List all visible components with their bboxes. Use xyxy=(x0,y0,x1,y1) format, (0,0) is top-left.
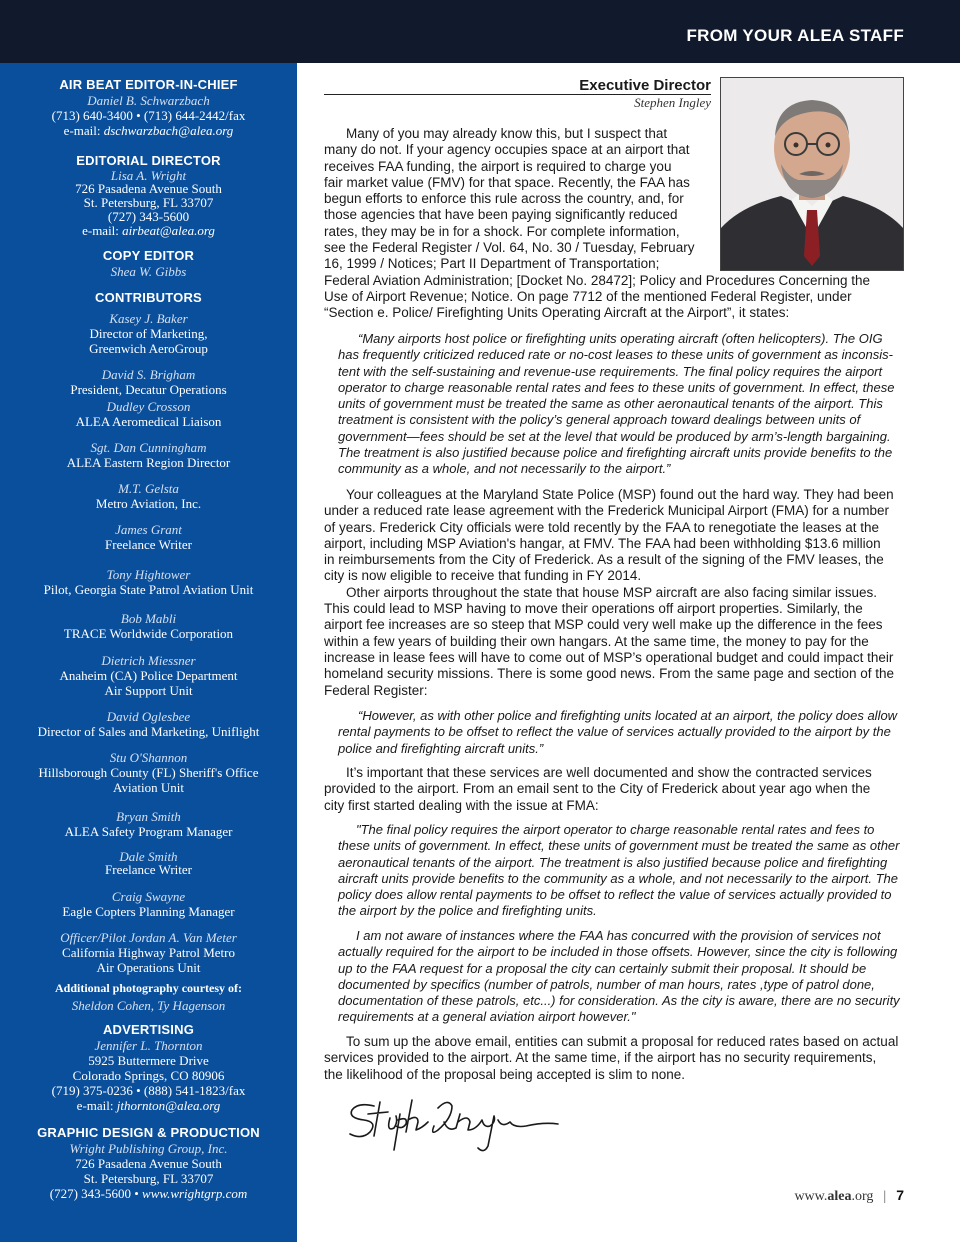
editorial-email[interactable]: airbeat@alea.org xyxy=(122,223,215,238)
quote-line: aeronautical tenants of the airport. The treatment is also justified because police and firefighting xyxy=(338,854,888,870)
contributor-role: TRACE Worldwide Corporation xyxy=(63,626,234,641)
quote-line: these units of government. In effect, these units of government must be treated the same as other xyxy=(338,838,900,854)
quote-line: documentation of these patrols, etc...) for consideration. As the city is aware, there are no security xyxy=(338,993,900,1009)
text-line: receives FAA funding, the airport is required to charge you xyxy=(324,158,672,174)
contributor-name: Stu O'Shannon xyxy=(109,750,188,765)
contributor-role: Freelance Writer xyxy=(105,862,192,877)
contributor-role: Eagle Copters Planning Manager xyxy=(62,904,235,919)
contributor-item xyxy=(0,809,297,839)
text-line: under a reduced rate lease agreement with the Frederick Municipal Airport (FMA) for a number xyxy=(324,503,890,519)
quote-3 xyxy=(338,822,904,920)
photo-credit-heading: Additional photography courtesy of: xyxy=(54,981,242,995)
contributor-item xyxy=(0,851,297,876)
quote-line: "The final policy requires the airport operator to charge reasonable rental rates and fees to xyxy=(356,822,875,837)
quote-line: requirements at a general aviation airport however." xyxy=(338,1009,636,1025)
quote-line: police and firefighting aircraft units.” xyxy=(338,740,544,756)
paragraph-4 xyxy=(324,1034,904,1083)
text-line: This could lead to MSP having to move their operations off airport properties. Similarly, the xyxy=(324,601,863,617)
quote-line: I am not aware of instances where the FAA has concurred with the provision of services not xyxy=(356,928,881,943)
top-banner xyxy=(0,0,960,63)
contributor-role: Air Operations Unit xyxy=(96,960,201,975)
contributor-name: Bryan Smith xyxy=(116,809,181,824)
quote-line: The treatment is also justified because police and firefighting aircraft units provide benefits to the xyxy=(338,445,893,461)
quote-line: tent with the self-sustaining and revenue-use requirements. The final policy requires the airport xyxy=(338,363,883,379)
editorial-name: Lisa A. Wright xyxy=(110,168,187,183)
editor-phone: (713) 640-3400 • (713) 644-2442/fax xyxy=(51,108,246,123)
design-block xyxy=(0,1125,297,1201)
contributor-name: Sgt. Dan Cunningham xyxy=(90,440,207,455)
quote-line: community as a whole, and not necessarily to the airport.” xyxy=(338,461,671,477)
email-label: e-mail: xyxy=(63,123,104,138)
photo-credit-names: Sheldon Cohen, Ty Hagenson xyxy=(71,998,226,1013)
site-suffix: .org xyxy=(851,1189,874,1204)
editorial-email-line xyxy=(0,224,297,238)
advertising-address1: 5925 Buttermere Drive xyxy=(88,1053,209,1068)
site-domain[interactable]: alea xyxy=(827,1189,852,1204)
text-line: city is now eligible to receive that funding in FY 2014. xyxy=(324,568,642,584)
text-line: rates, they may be in for a shock. For complete information, xyxy=(324,223,680,239)
contributor-item xyxy=(0,399,297,429)
footer-separator: | xyxy=(883,1189,887,1204)
advertising-phone: (719) 375-0236 • (888) 541-1823/fax xyxy=(51,1083,246,1098)
text-line: of years. Frederick City officials were told recently by the FAA to renegotiate the leases at the xyxy=(324,519,880,535)
text-line: It’s important that these services are well documented and show the contracted services xyxy=(346,765,872,780)
quote-line: units of government must be treated the same as other aeronautical tenants of the airport. This xyxy=(338,396,883,412)
contributor-item xyxy=(0,440,297,470)
contributor-role: Pilot, Georgia State Patrol Aviation Unit xyxy=(43,582,254,597)
contributor-role: Freelance Writer xyxy=(105,537,192,552)
article-author: Stephen Ingley xyxy=(634,95,711,110)
contributor-role: Air Support Unit xyxy=(104,683,193,698)
contributor-role: Director of Marketing, xyxy=(89,326,208,341)
contributor-item xyxy=(0,750,297,795)
contributor-role: ALEA Aeromedical Liaison xyxy=(75,414,222,429)
text-line: fair market value (FMV) for that space. Recently, the FAA has xyxy=(324,174,690,190)
design-heading: GRAPHIC DESIGN & PRODUCTION xyxy=(37,1125,260,1140)
contributor-role: Aviation Unit xyxy=(113,780,184,795)
contributor-name: Tony Hightower xyxy=(106,567,191,582)
editor-name: Daniel B. Schwarzbach xyxy=(87,93,210,108)
quote-line: rental payments to be offset to reflect the value of services actually provided to the airport by the xyxy=(338,724,891,740)
contributor-name: Craig Swayne xyxy=(111,889,186,904)
contributor-role: President, Decatur Operations xyxy=(70,382,227,397)
editorial-address1: 726 Pasadena Avenue South xyxy=(75,181,222,196)
paragraph-1 xyxy=(324,126,871,322)
quote-2 xyxy=(338,708,904,757)
contributor-item xyxy=(0,522,297,552)
editorial-address2: St. Petersburg, FL 33707 xyxy=(83,195,214,210)
contributor-name: Kasey J. Baker xyxy=(109,311,188,326)
text-line: homeland security missions. There is some good news. From the same page and section of the xyxy=(324,666,895,682)
quote-line: up to the FAA request for a proposal the city can certainly submit their proposal. It should be xyxy=(338,960,867,976)
design-phone: (727) 343-5600 • xyxy=(49,1186,143,1201)
editorial-phone: (727) 343-5600 xyxy=(107,209,190,224)
text-line: city first started dealing with the issue at FMA: xyxy=(324,797,599,813)
text-line: see the Federal Register / Vol. 64, No. 30 / Tuesday, February xyxy=(324,240,695,256)
quote-line: operator to charge reasonable rental rates and fees to these units of government. In effect, these xyxy=(338,379,895,395)
photo-credit-block xyxy=(0,981,297,1013)
text-line: “Section e. Police/ Firefighting Units Operating Aircraft at the Airport”, it states: xyxy=(324,305,790,321)
contributor-role: California Highway Patrol Metro xyxy=(62,945,235,960)
text-line: services provided to the airport. At the same time, if the airport has no security requirements, xyxy=(324,1050,877,1066)
quote-line: actually required for the airport to be included in those offsets. However, since the city is following xyxy=(338,944,898,960)
contributor-role: Greenwich AeroGroup xyxy=(89,341,208,356)
text-line: in reimbursements from the City of Frederick. As a result of the signing of the FMV leases, the xyxy=(324,552,884,568)
copy-heading: COPY EDITOR xyxy=(102,248,195,263)
section-title: FROM YOUR ALEA STAFF xyxy=(686,26,904,45)
contributor-role: Hillsborough County (FL) Sheriff's Office xyxy=(38,765,259,780)
advertising-heading: ADVERTISING xyxy=(102,1022,195,1037)
contributor-role: ALEA Safety Program Manager xyxy=(64,824,233,839)
paragraph-3 xyxy=(324,765,904,814)
text-line: Your colleagues at the Maryland State Police (MSP) found out the hard way. They had been xyxy=(346,487,894,502)
design-phone-web xyxy=(0,1186,297,1201)
staff-sidebar xyxy=(0,63,297,1242)
contributor-name: Dudley Crosson xyxy=(106,399,191,414)
contributor-item xyxy=(0,611,297,641)
article-title: Executive Director xyxy=(579,77,711,94)
contributor-item xyxy=(0,311,297,356)
text-line: many do not. If your agency occupies space at an airport that xyxy=(324,142,690,158)
contributor-name: Dietrich Miessner xyxy=(101,653,196,668)
text-line: Federal Aviation Administration; [Docket No. 28472]; Policy and Procedures Concerning the xyxy=(324,272,871,288)
paragraph-2 xyxy=(324,487,904,699)
editor-email-line xyxy=(0,123,297,138)
text-line: the likelihood of the proposal being accepted is slim to none. xyxy=(324,1066,685,1082)
quote-line: government—fees should be set at the level that would be produced by arm’s-length bargaining. xyxy=(338,428,891,444)
editor-heading: AIR BEAT EDITOR-IN-CHIEF xyxy=(59,77,238,92)
contributor-name: James Grant xyxy=(115,522,182,537)
advertising-email-line xyxy=(0,1098,297,1113)
text-line: Many of you may already know this, but I suspect that xyxy=(346,126,668,141)
contributor-name: David S. Brigham xyxy=(101,367,196,382)
contributor-item xyxy=(0,481,297,511)
editor-email[interactable]: dschwarzbach@alea.org xyxy=(103,123,234,138)
editorial-director-block xyxy=(0,153,297,238)
contributor-item xyxy=(0,930,297,975)
quote-line: documented by specifics (number of patrols, number of man hours, rates ,type of patrol done, xyxy=(338,976,875,992)
design-address1: 726 Pasadena Avenue South xyxy=(75,1156,222,1171)
text-line: airport fee increases are so steep that MSP could very well make up the difference in the fees xyxy=(324,617,883,633)
quote-line: aircraft units provide benefits to the community as a whole, and not necessarily to the airport. The xyxy=(338,870,899,886)
quote-line: “Many airports host police or firefighting units operating aircraft (often helicopters). The OIG xyxy=(358,331,883,346)
contributor-item xyxy=(0,653,297,698)
text-line: within a few years of building their own hangars. At the same time, the money to pay for the xyxy=(324,633,869,649)
page-number: 7 xyxy=(896,1187,904,1203)
quote-line: has frequently criticized reduced rate or no-cost leases to these units of government as inconsis- xyxy=(338,347,893,363)
text-line: begun efforts to enforce this rule across the country, and, for xyxy=(324,191,684,207)
quote-line: policy does allow rental payments to be offset to reflect the value of services actually provided to xyxy=(338,887,892,903)
contributor-role: Anaheim (CA) Police Department xyxy=(59,668,238,683)
design-address2: St. Petersburg, FL 33707 xyxy=(83,1171,214,1186)
email-label: e-mail: xyxy=(82,223,123,238)
contributor-name: David Oglesbee xyxy=(106,709,191,724)
contributor-name: Bob Mabli xyxy=(120,611,177,626)
text-line: To sum up the above email, entities can submit a proposal for reduced rates based on actual xyxy=(346,1034,899,1049)
text-line: provided to the airport. From an email sent to the City of Frederick about year ago when the xyxy=(324,781,871,797)
design-website[interactable]: www.wrightgrp.com xyxy=(142,1186,248,1201)
contributor-role: Metro Aviation, Inc. xyxy=(95,496,202,511)
author-portrait xyxy=(720,77,904,271)
contributor-item xyxy=(0,567,297,597)
text-line: Other airports throughout the state that house MSP aircraft are also facing similar issues. xyxy=(346,584,878,600)
text-line: airport, including MSP Aviation's hangar, at FMV. The FAA had been withholding $13.6 million xyxy=(324,535,881,551)
contributors-title: CONTRIBUTORS xyxy=(95,290,202,305)
portrait-illustration xyxy=(721,78,903,270)
contributor-name: Dale Smith xyxy=(119,849,178,864)
quote-4 xyxy=(338,928,904,1026)
quote-1 xyxy=(338,331,904,478)
quote-line: treatment is consistent with the policy’s general approach toward dealings between units of xyxy=(338,412,861,428)
advertising-name: Jennifer L. Thornton xyxy=(94,1038,203,1053)
contributor-item xyxy=(0,367,297,397)
advertising-block xyxy=(0,1022,297,1113)
contributor-item xyxy=(0,889,297,919)
text-line: increase in lease fees will have to come out of MSP’s operational budget and could impact their xyxy=(324,649,894,665)
text-line: Use of Airport Revenue; Notice. On page 7712 of the mentioned Federal Register, under xyxy=(324,288,852,304)
text-line: 16, 1999 / Notices; Part II Department of Transportation; xyxy=(324,256,660,272)
contributor-name: Officer/Pilot Jordan A. Van Meter xyxy=(60,930,237,945)
editorial-heading: EDITORIAL DIRECTOR xyxy=(76,153,221,168)
quote-line: “However, as with other police and firefighting units located at an airport, the policy does allow xyxy=(358,708,898,723)
signature xyxy=(344,1092,564,1158)
contributor-role: Director of Sales and Marketing, Uniflight xyxy=(37,724,260,739)
copy-editor-block xyxy=(0,248,297,279)
contributor-item xyxy=(0,709,297,739)
contributor-name: M.T. Gelsta xyxy=(118,481,179,496)
quote-line: the airport by the police and firefighting units. xyxy=(338,903,597,919)
advertising-email[interactable]: jthornton@alea.org xyxy=(116,1098,221,1113)
copy-name: Shea W. Gibbs xyxy=(110,264,187,279)
text-line: those agencies that have been paying significantly reduced xyxy=(324,207,678,223)
page-footer xyxy=(794,1187,904,1205)
design-name: Wright Publishing Group, Inc. xyxy=(69,1141,228,1156)
advertising-address2: Colorado Springs, CO 80906 xyxy=(72,1068,225,1083)
site-prefix: www. xyxy=(794,1189,828,1204)
editor-in-chief-block xyxy=(0,77,297,138)
text-line: Federal Register: xyxy=(324,682,428,698)
contributor-role: ALEA Eastern Region Director xyxy=(66,455,231,470)
contributors-heading xyxy=(0,290,297,306)
email-label: e-mail: xyxy=(76,1098,117,1113)
